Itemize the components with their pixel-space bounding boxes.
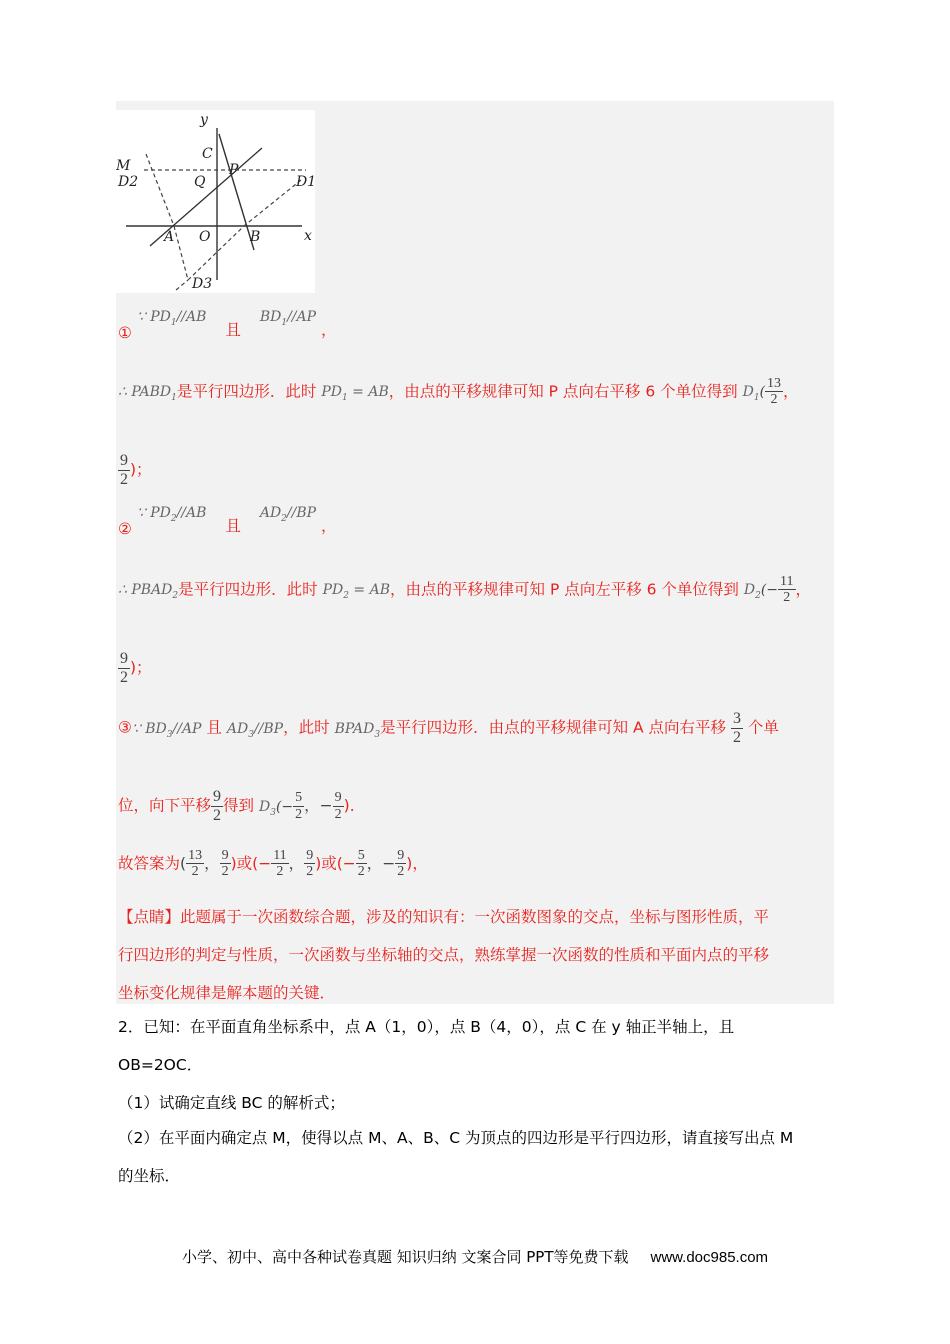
label-d2: D2 xyxy=(118,174,139,190)
question-line-1: 2．已知：在平面直角坐标系中，点 A（1，0），点 B（4，0），点 C 在 y 轴正半轴上，且 xyxy=(118,1018,735,1036)
item-3-quad: $BPAD_3$ xyxy=(334,720,381,740)
question-line-5: 的坐标． xyxy=(118,1167,181,1185)
answer-line: 故答案为( $\frac{13}{2}$ ， $\frac{9}{2}$ )或(− $\frac{11}{2}$ ， $\frac{9}{2}$ )或(− $\frac{5}{2}$ ，− $\frac{9}{2}$ )， xyxy=(118,848,428,880)
item-1-eq: $PD_1$ = AB xyxy=(321,384,389,404)
coordinate-figure xyxy=(116,110,315,293)
item-1-frac-y: $\frac{9}{2}$ xyxy=(120,452,128,488)
item-2-therefore: ∴ $PBAD_2$ xyxy=(118,582,179,602)
item-1-therefore: ∴ $PABD_1$ xyxy=(118,384,177,404)
label-q: Q xyxy=(194,174,206,190)
item-3-point: $D_3(-$ xyxy=(258,798,294,818)
line-cb xyxy=(219,134,254,250)
item-3-cond2: $AD_3//BP$ xyxy=(226,720,284,740)
item-2-y: $\frac{9}{2}$ )； xyxy=(120,650,152,686)
item-1-comma: ， xyxy=(320,321,337,339)
item-2-number: ② xyxy=(118,519,132,538)
item-1-and: 且 xyxy=(225,321,241,339)
item-2-point: $D_2(-$ xyxy=(743,582,779,602)
item-1-frac-x: $\frac{13}{2}$ xyxy=(767,376,782,408)
item-2-frac-x: $\frac{11}{2}$ xyxy=(780,574,794,606)
dashed-d1b xyxy=(244,180,301,226)
item-1-text1: 是平行四边形．此时 xyxy=(176,382,317,401)
figure-svg xyxy=(116,110,315,293)
label-d3: D3 xyxy=(192,276,213,292)
dashed-ad3 xyxy=(174,226,188,280)
label-a: A xyxy=(164,229,175,245)
item-2-frac-y: $\frac{9}{2}$ xyxy=(120,650,128,686)
label-x: x xyxy=(304,228,312,244)
question-line-3: （1）试确定直线 BC 的解析式； xyxy=(118,1094,345,1112)
item-3-line: ③∵ $BD_3//AP$ 且 $AD_3//BP$，此时 $BPAD_3$是平行四边形．由点的平移规律可知 A 点向右平移 $\frac{3}{2}$ 个单 xyxy=(118,710,779,746)
label-p: P xyxy=(229,162,239,178)
item-2-and: 且 xyxy=(225,517,241,535)
item-2-line: ② ∵ $PD_2//AB$ 且 $AD_2//BP$ ， xyxy=(118,505,337,538)
comment-line-2: 行四边形的判定与性质，一次函数与坐标轴的交点，熟练掌握一次函数的性质和平面内点的平移 xyxy=(118,946,770,964)
item-3-number: ③ xyxy=(118,718,132,737)
item-1-text2: ，由点的平移规律可知 P 点向右平移 6 个单位得到 xyxy=(388,382,738,401)
item-2-conclusion: ∴ $PBAD_2$是平行四边形．此时 $PD_2$ = AB，由点的平移规律可知 P 点向左平移 6 个单位得到 $D_2(-$ $\frac{11}{2}$ ， xyxy=(118,574,812,606)
item-3-frac: $\frac{3}{2}$ xyxy=(732,710,741,746)
label-m: M xyxy=(116,158,131,174)
item-3-cond1: ∵ $BD_3//AP$ xyxy=(131,720,202,740)
comment-line-3: 坐标变化规律是解本题的关键． xyxy=(118,984,336,1002)
item-1-cond1: ∵ $PD_1//AB$ xyxy=(136,309,207,328)
item-1-point: $D_1$( xyxy=(742,384,766,404)
item-3-frac-down: $\frac{9}{2}$ xyxy=(213,788,222,824)
item-1-conclusion: ∴ $PABD_1$是平行四边形．此时 $PD_1$ = AB，由点的平移规律可知 P 点向右平移 6 个单位得到 $D_1$( $\frac{13}{2}$ ， xyxy=(118,376,799,408)
label-c: C xyxy=(202,146,213,162)
item-1-line xyxy=(118,309,337,342)
question-line-4: （2）在平面内确定点 M，使得以点 M、A、B、C 为顶点的四边形是平行四边形，请直接写出点 M xyxy=(118,1129,794,1147)
item-3-continuation: 位，向下平移 $\frac{9}{2}$ 得到 $D_3(-$ $\frac{5}{2}$ ，− $\frac{9}{2}$ )． xyxy=(118,788,366,824)
dashed-d3b xyxy=(188,226,244,280)
item-2-eq: $PD_2$ = AB xyxy=(322,582,391,602)
item-2-cond2: $AD_2//BP$ xyxy=(259,505,317,524)
item-1-cond2: $BD_1//AP$ xyxy=(259,309,317,328)
label-d1: D1 xyxy=(296,174,315,190)
label-y: y xyxy=(200,112,208,128)
item-1-number: ① xyxy=(118,323,132,342)
answer-prefix: 故答案为 xyxy=(118,854,181,873)
item-1-y: $\frac{9}{2}$ )； xyxy=(120,452,152,488)
dashed-d3-ext xyxy=(176,280,188,290)
question-line-2: OB=2OC． xyxy=(118,1056,203,1074)
comment-line-1: 【点睛】此题属于一次函数综合题，涉及的知识有：一次函数图象的交点，坐标与图形性质，平 xyxy=(118,908,770,926)
item-2-cond1: ∵ $PD_2//AB$ xyxy=(136,505,207,524)
footer-url[interactable]: www.doc985.com xyxy=(650,1249,769,1266)
page-footer xyxy=(0,1246,950,1267)
label-o: O xyxy=(199,229,211,245)
dashed-d2a xyxy=(146,154,174,226)
footer-text: 小学、初中、高中各种试卷真题 知识归纳 文案合同 PPT等免费下载 xyxy=(181,1248,629,1266)
label-b: B xyxy=(250,229,261,245)
